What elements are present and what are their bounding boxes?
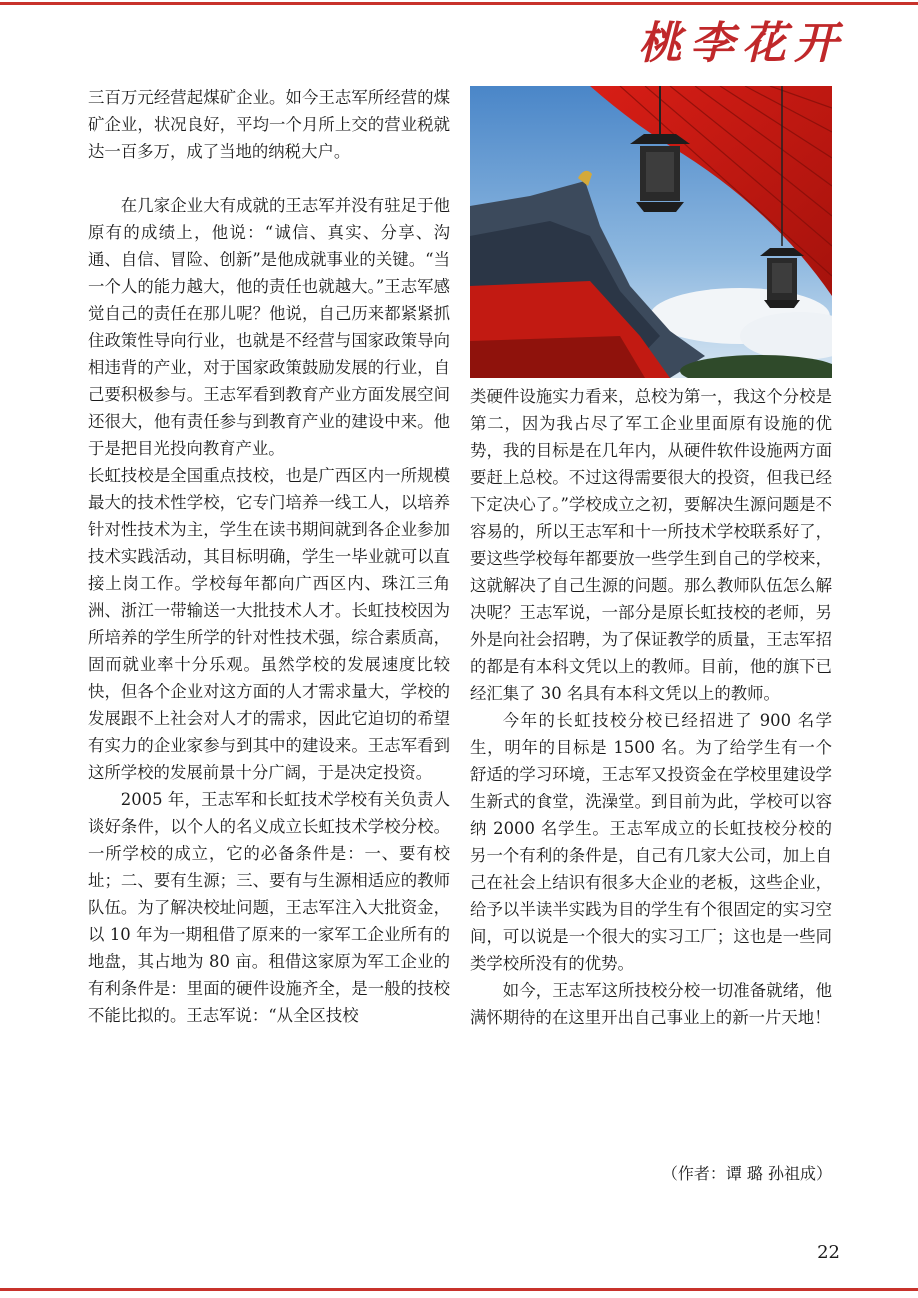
author-byline: （作者：谭 璐 孙祖成） (661, 1164, 832, 1183)
right-column (470, 383, 832, 1031)
bottom-rule (0, 1288, 918, 1291)
paragraph: 2005 年，王志军和长虹技术学校有关负责人谈好条件，以个人的名义成立长虹技术学校分校。一所学校的成立，它的必备条件是：一、要有校址；二、要有生源；三、要有与生源相适应的教师队伍。为了解决校址问题，王志军注入大批资金，以 10 年为一期租借了原来的一家军工企业所有的地盘，其占地为 80 亩。租借这家原为军工企业的有利条件是：里面的硬件设施齐全，是一般的技校不能比拟的。王志军说：“从全区技校 (88, 790, 450, 1025)
paragraph: 长虹技校是全国重点技校，也是广西区内一所规模最大的技术性学校，它专门培养一线工人，以培养针对性技术为主，学生在读书期间就到各企业参加技术实践活动，其目标明确，学生一毕业就可以直接上岗工作。学校每年都向广西区内、珠江三角洲、浙江一带输送一大批技术人才。长虹技校因为所培养的学生所学的针对性技术强，综合素质高，固而就业率十分乐观。虽然学校的发展速度比较快，但各个企业对这方面的人才需求量大，学校的发展跟不上社会对人才的需求，因此它迫切的希望有实力的企业家参与到其中的建设来。王志军看到这所学校的发展前景十分广阔，于是决定投资。 (88, 466, 450, 782)
page-number: 22 (817, 1242, 840, 1263)
paragraph: 在几家企业大有成就的王志军并没有驻足于他原有的成绩上，他说：“诚信、真实、分享、沟通、自信、冒险、创新”是他成就事业的关键。“当一个人的能力越大，他的责任也就越大。”王志军感觉自己的责任在那儿呢？他说，自己历来都紧紧抓住政策性导向行业，也就是不经营与国家政策导向相违背的产业，对于国家政策鼓励发展的行业，自己要积极参与。王志军看到教育产业方面发展空间还很大，他有责任参与到教育产业的建设中来。他于是把目光投向教育产业。 (88, 196, 450, 458)
temple-photo (470, 86, 832, 378)
section-title: 桃李花开 (638, 18, 846, 69)
temple-roof-lanterns-photo (470, 86, 832, 378)
paragraph: 如今，王志军这所技校分校一切准备就绪，他满怀期待的在这里开出自己事业上的新一片天地！ (470, 981, 832, 1027)
paragraph: 类硬件设施实力看来，总校为第一，我这个分校是第二，因为我占尽了军工企业里面原有设施的优势，我的目标是在几年内，从硬件软件设施两方面要赶上总校。不过这得需要很大的投资，但我已经下定决心了。”学校成立之初，要解决生源问题是不容易的，所以王志军和十一所技术学校联系好了，要这些学校每年都要放一些学生到自己的学校来，这就解决了自己生源的问题。那么教师队伍怎么解决呢？王志军说，一部分是原长虹技校的老师，另外是向社会招聘，为了保证教学的质量，王志军招的都是有本科文凭以上的教师。目前，他的旗下已经汇集了 30 名具有本科文凭以上的教师。 (470, 387, 832, 703)
paragraph: 今年的长虹技校分校已经招进了 900 名学生，明年的目标是 1500 名。为了给学生有一个舒适的学习环境，王志军又投资金在学校里建设学生新式的食堂，洗澡堂。到目前为此，学校可以容纳 2000 名学生。王志军成立的长虹技校分校的另一个有利的条件是，自己有几家大公司，加上自己在社会上结识有很多大企业的老板，这些企业，给予以半读半实践为目的学生有个很固定的实习空间，可以说是一个很大的实习工厂；这也是一些同类学校所没有的优势。 (470, 711, 832, 973)
paragraph: 三百万元经营起煤矿企业。如今王志军所经营的煤矿企业，状况良好，平均一个月所上交的营业税就达一百多万，成了当地的纳税大户。 (88, 88, 450, 161)
top-rule (0, 2, 918, 5)
left-column (88, 84, 450, 1029)
